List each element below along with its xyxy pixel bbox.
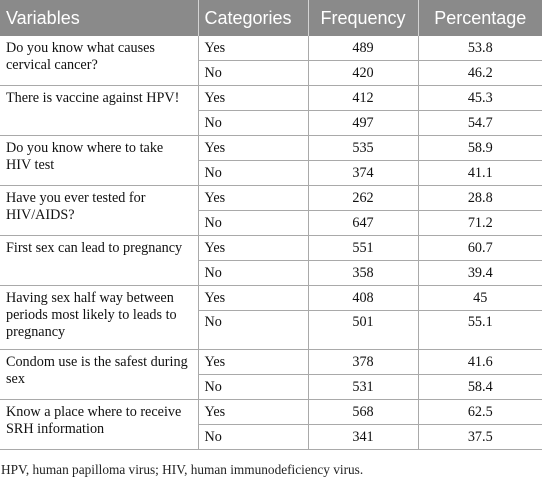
variable-cell: Have you ever tested for HIV/AIDS? [0,186,198,236]
table-row [0,286,542,311]
table-row [0,350,542,375]
header-categories: Categories [198,0,308,36]
frequency-cell: 358 [308,261,418,286]
table-row [0,236,542,261]
variable-cell: Condom use is the safest during sex [0,350,198,400]
category-cell: No [198,425,308,450]
percentage-cell: 60.7 [418,236,542,261]
percentage-cell: 58.9 [418,136,542,161]
percentage-cell: 37.5 [418,425,542,450]
category-cell: Yes [198,186,308,211]
category-cell: Yes [198,350,308,375]
percentage-cell: 53.8 [418,36,542,61]
frequency-cell: 408 [308,286,418,311]
table-body [0,36,542,450]
frequency-cell: 531 [308,375,418,400]
header-variables: Variables [0,0,198,36]
percentage-cell: 39.4 [418,261,542,286]
percentage-cell: 41.1 [418,161,542,186]
header-percentage: Percentage [418,0,542,36]
percentage-cell: 71.2 [418,211,542,236]
frequency-cell: 420 [308,61,418,86]
percentage-cell: 41.6 [418,350,542,375]
category-cell: No [198,161,308,186]
frequency-cell: 489 [308,36,418,61]
category-cell: No [198,211,308,236]
table-header [0,0,542,36]
frequency-cell: 378 [308,350,418,375]
frequency-cell: 501 [308,311,418,350]
category-cell: No [198,111,308,136]
variable-cell: Do you know where to take HIV test [0,136,198,186]
variable-cell: Do you know what causes cervical cancer? [0,36,198,86]
category-cell: No [198,61,308,86]
category-cell: No [198,375,308,400]
percentage-cell: 62.5 [418,400,542,425]
frequency-cell: 374 [308,161,418,186]
category-cell: Yes [198,286,308,311]
table-row [0,186,542,211]
category-cell: No [198,261,308,286]
variable-cell: Know a place where to receive SRH information [0,400,198,450]
percentage-cell: 54.7 [418,111,542,136]
percentage-cell: 45 [418,286,542,311]
table-row [0,400,542,425]
category-cell: Yes [198,136,308,161]
frequency-cell: 647 [308,211,418,236]
frequency-cell: 551 [308,236,418,261]
frequency-cell: 262 [308,186,418,211]
percentage-cell: 46.2 [418,61,542,86]
table-row [0,86,542,111]
frequency-cell: 412 [308,86,418,111]
category-cell: Yes [198,86,308,111]
percentage-cell: 55.1 [418,311,542,350]
table-footnote: HPV, human papilloma virus; HIV, human immunodeficiency virus. [1,462,364,477]
table-row [0,136,542,161]
frequency-cell: 497 [308,111,418,136]
variable-cell: Having sex half way between periods most likely to leads to pregnancy [0,286,198,350]
frequency-cell: 341 [308,425,418,450]
percentage-cell: 58.4 [418,375,542,400]
variable-cell: There is vaccine against HPV! [0,86,198,136]
percentage-cell: 45.3 [418,86,542,111]
category-cell: No [198,311,308,350]
table-row [0,36,542,61]
percentage-cell: 28.8 [418,186,542,211]
category-cell: Yes [198,236,308,261]
category-cell: Yes [198,400,308,425]
header-frequency: Frequency [308,0,418,36]
category-cell: Yes [198,36,308,61]
frequency-cell: 535 [308,136,418,161]
variable-cell: First sex can lead to pregnancy [0,236,198,286]
frequency-cell: 568 [308,400,418,425]
